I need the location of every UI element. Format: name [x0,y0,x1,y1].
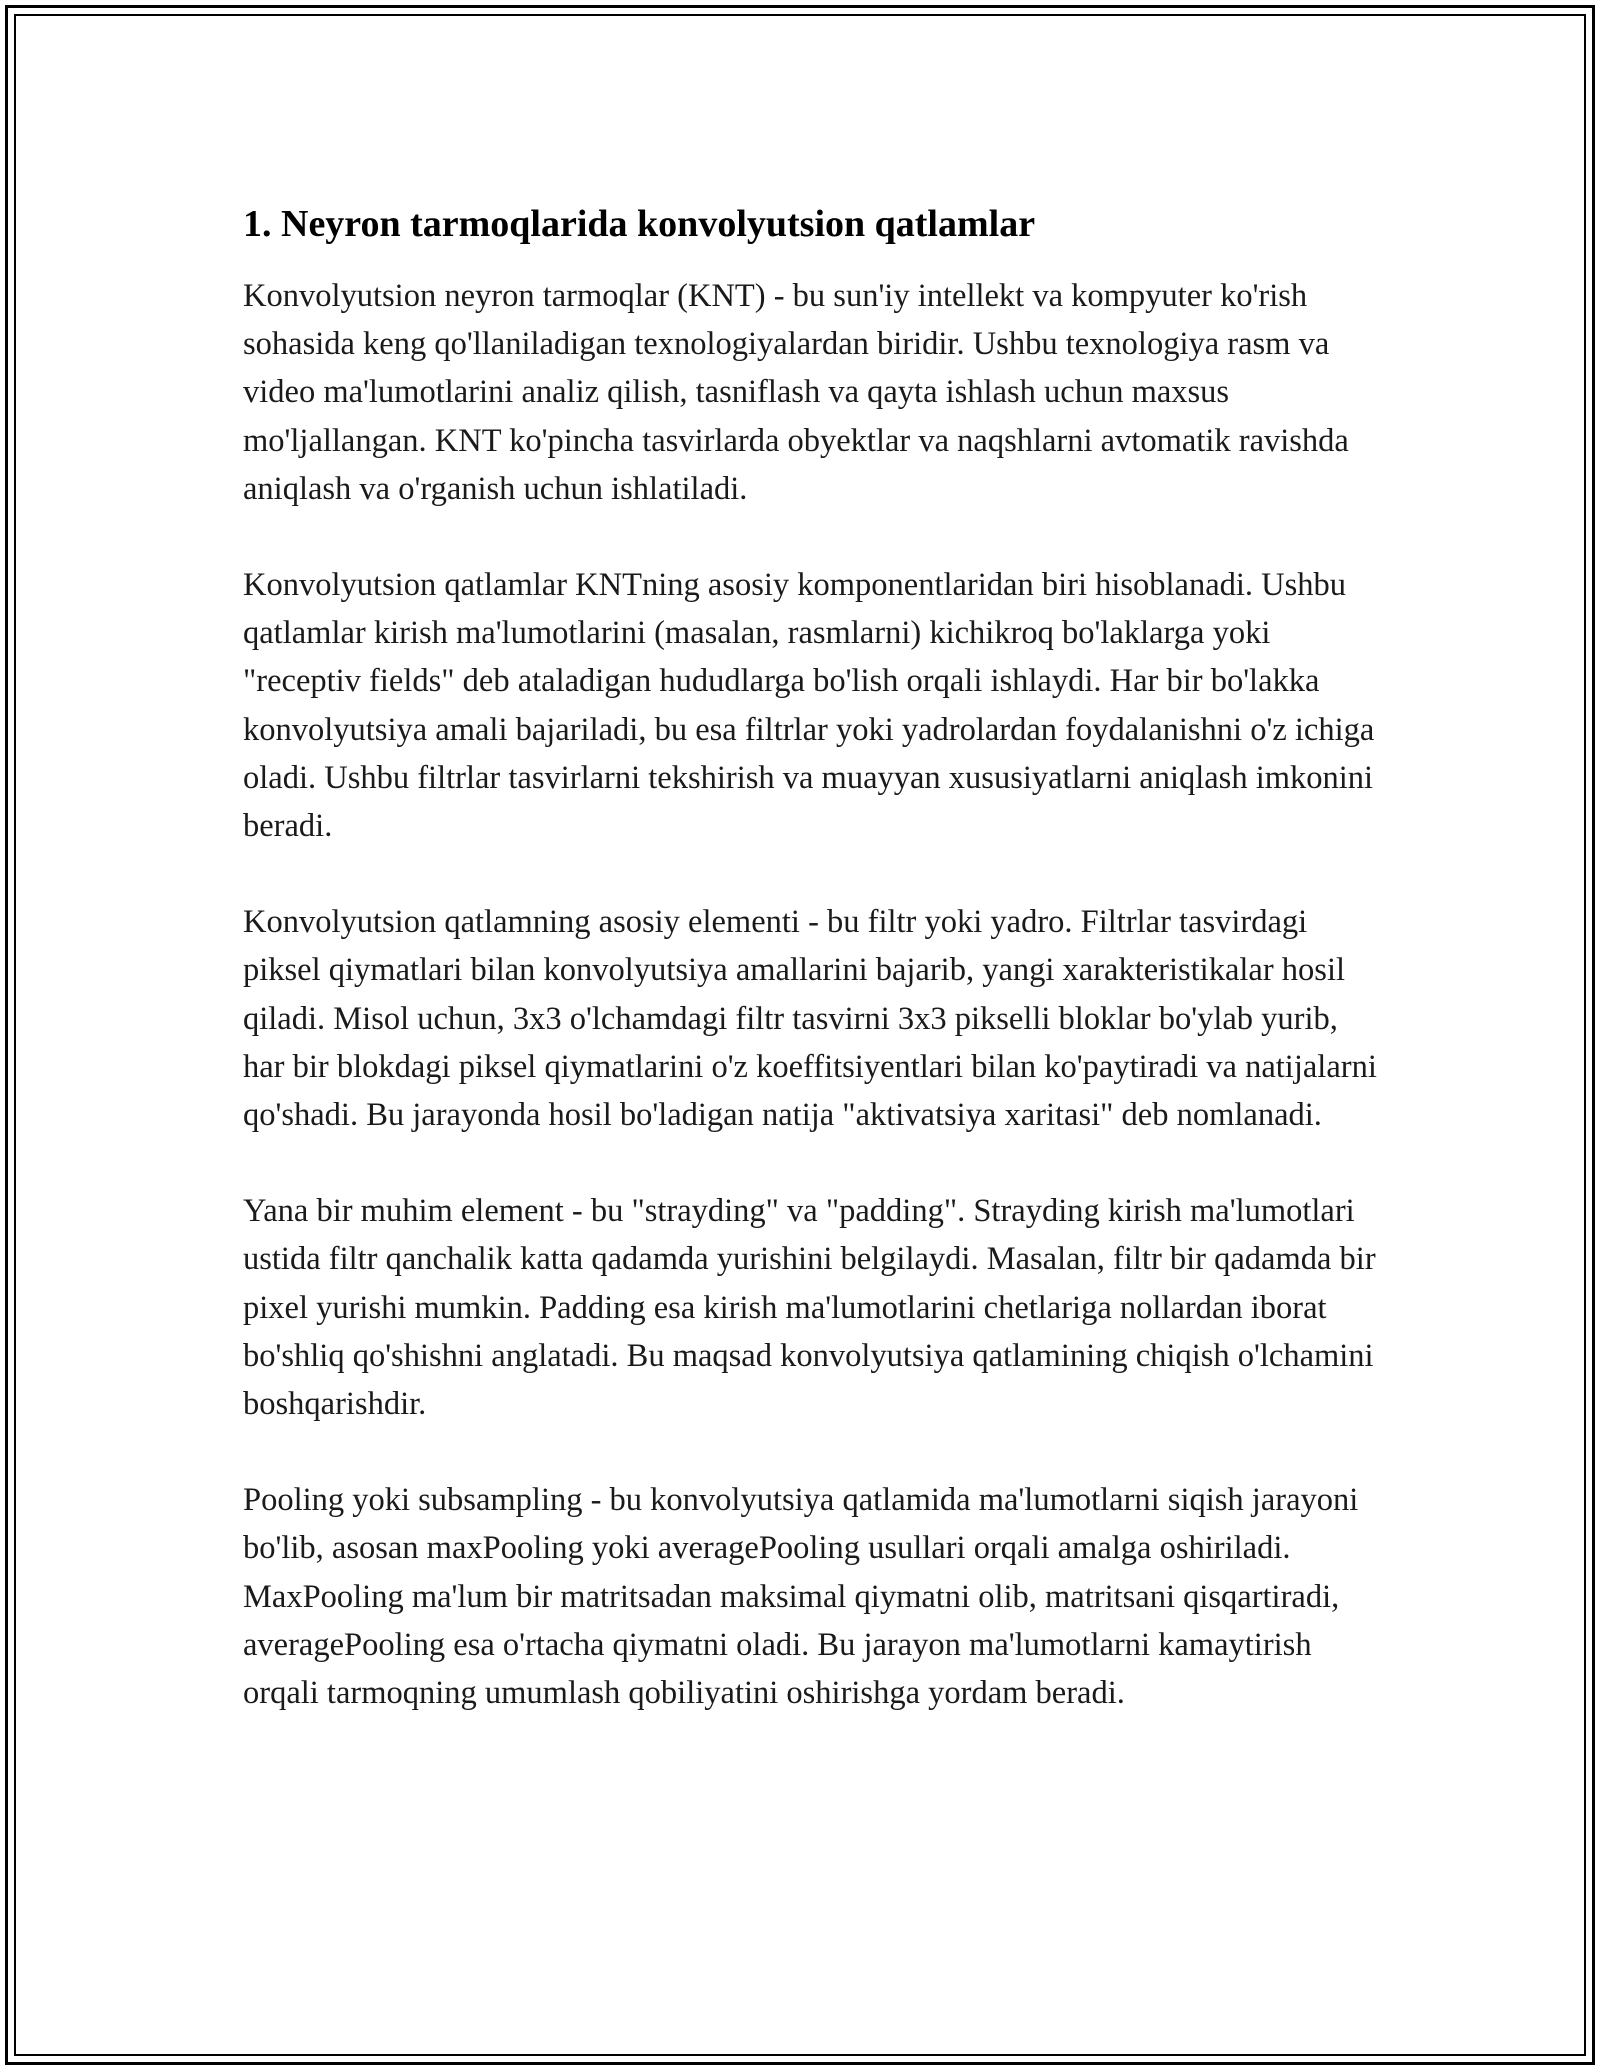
paragraph-2: Konvolyutsion qatlamlar KNTning asosiy komponentlaridan biri hisoblanadi. Ushbu qatlamlar kirish ma'lumotlarini (masalan, rasmlarni) kichikroq bo'laklarga yoki "receptiv fields" deb ataladigan hududlarga bo'lish orqali ishlaydi. Har bir bo'lakka konvolyutsiya amali bajariladi, bu esa filtrlar yoki yadrolardan foydalanishni o'z ichiga oladi. Ushbu filtrlar tasvirlarni tekshirish va muayyan xususiyatlarni aniqlash imkonini beradi. [243,567,1375,845]
paragraph-1: Konvolyutsion neyron tarmoqlar (KNT) - bu sun'iy intellekt va kompyuter ko'rish sohasida keng qo'llaniladigan texnologiyalardan biridir. Ushbu texnologiya rasm va video ma'lumotlarini analiz qilish, tasniflash va qayta ishlash uchun maxsus mo'ljallangan. KNT ko'pincha tasvirlarda obyektlar va naqshlarni avtomatik ravishda aniqlash va o'rganish uchun ishlatiladi. [243,278,1349,507]
paragraph-5: Pooling yoki subsampling - bu konvolyutsiya qatlamida ma'lumotlarni siqish jarayoni bo'lib, asosan maxPooling yoki averagePooling usullari orqali amalga oshiriladi. MaxPooling ma'lum bir matritsadan maksimal qiymatni olib, matritsani qisqartiradi, averagePooling esa o'rtacha qiymatni oladi. Bu jarayon ma'lumotlarni kamaytirish orqali tarmoqning umumlash qobiliyatini oshirishga yordam beradi. [243,1482,1359,1712]
document-page [5,5,1595,2065]
paragraph-4: Yana bir muhim element - bu "strayding" va "padding". Strayding kirish ma'lumotlari ustida filtr qanchalik katta qadamda yurishini belgilaydi. Masalan, filtr bir qadamda bir pixel yurishi mumkin. Padding esa kirish ma'lumotlarini chetlariga nollardan iborat bo'shliq qo'shishni anglatadi. Bu maqsad konvolyutsiya qatlamining chiqish o'lchamini boshqarishdir. [243,1193,1376,1423]
document-content [243,196,1383,1765]
section-heading: 1. Neyron tarmoqlarida konvolyutsion qatlamlar [243,203,1036,245]
paragraph-3: Konvolyutsion qatlamning asosiy elementi - bu filtr yoki yadro. Filtrlar tasvirdagi piksel qiymatlari bilan konvolyutsiya amallarini bajarib, yangi xarakteristikalar hosil qiladi. Misol uchun, 3x3 o'lchamdagi filtr tasvirni 3x3 pikselli bloklar bo'ylab yurib, har bir blokdagi piksel qiymatlarini o'z koeffitsiyentlari bilan ko'paytiradi va natijalarni qo'shadi. Bu jarayonda hosil bo'ladigan natija "aktivatsiya xaritasi" deb nomlanadi. [243,904,1377,1134]
